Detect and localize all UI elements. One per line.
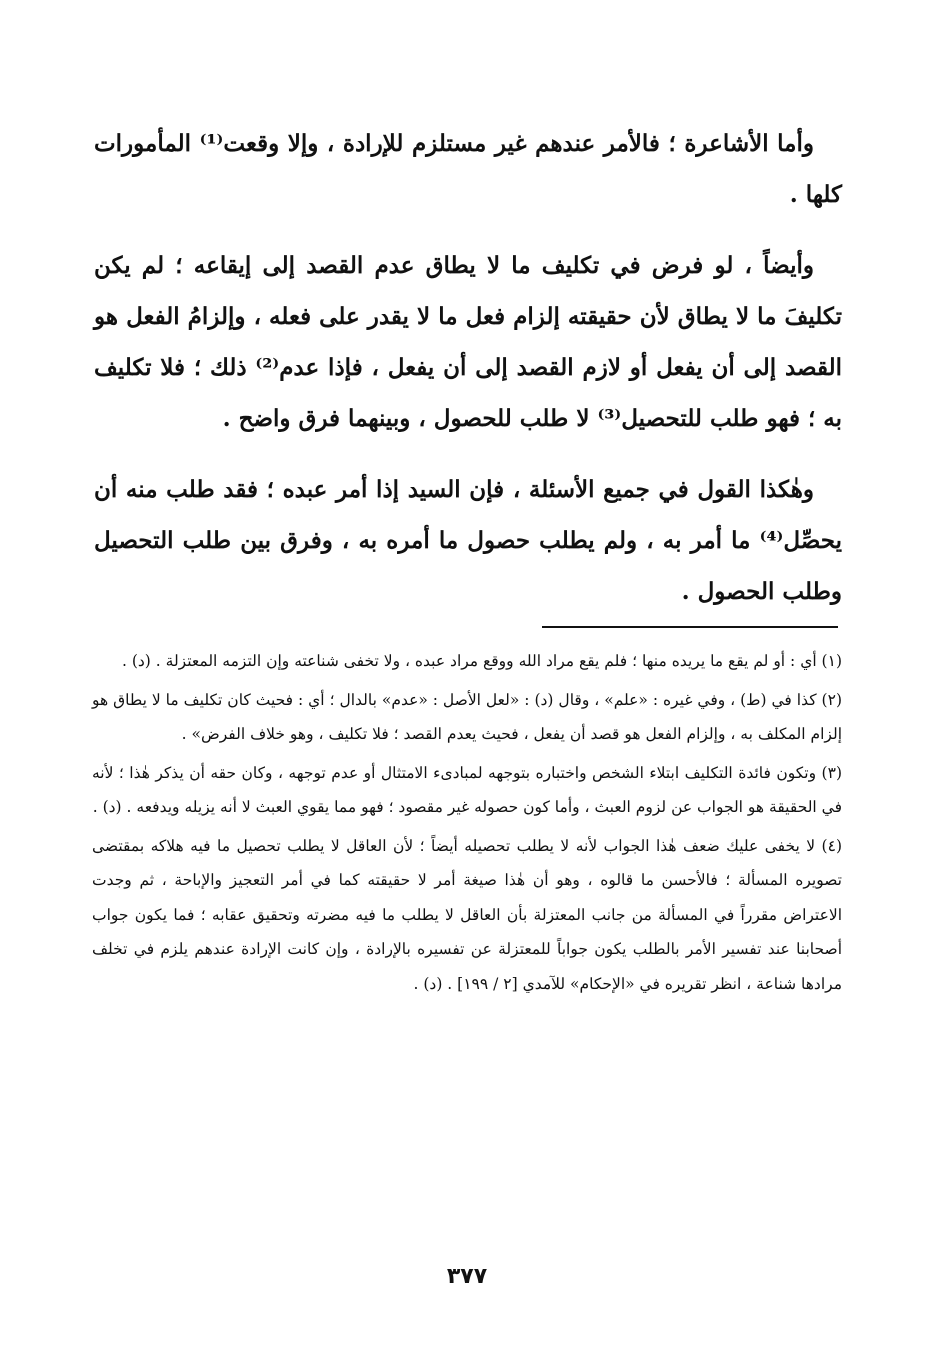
footnotes-section bbox=[92, 644, 842, 1005]
main-paragraph-text: وهٰكذا القول في جميع الأسئلة ، فإن السيد إذا أمر عبده ؛ فقد طلب منه أن يحصِّل⁽⁴⁾ ما أمر به ، ولم يطلب حصول ما أمره به ، وفرق بين طلب التحصيل وطلب الحصول . bbox=[94, 476, 842, 605]
footnote-2: (٢) كذا في (ط) ، وفي غيره : «علم» ، وقال (د) : «لعل الأصل : «عدم» بالدال ؛ أي : فحيث كان تكليف ما لا يطاق هو إلزام المكلف به ، وإلزام الفعل هو قصد أن يفعل ، فحيث يعدم القصد ؛ فلا تكليف ، وهو خلاف الفرض» . bbox=[92, 690, 842, 743]
main-paragraph-text: وأما الأشاعرة ؛ فالأمر عندهم غير مستلزم للإرادة ، وإلا وقعت⁽¹⁾ المأمورات كلها . bbox=[94, 130, 842, 208]
main-paragraph-text: وأيضاً ، لو فرض في تكليف ما لا يطاق عدم القصد إلى إيقاعه ؛ لم يكن تكليفَ ما لا يطاق لأن حقيقته إلزام فعل ما لا يقدر على فعله ، وإلزامُ الفعل هو القصد إلى أن يفعل أو لازم القصد إلى أن يفعل ، فإذا عدم⁽²⁾ ذلك ؛ فلا تكليف به ؛ فهو طلب للتحصيل⁽³⁾ لا طلب للحصول ، وبينهما فرق واضح . bbox=[94, 252, 842, 432]
footnote-divider bbox=[542, 626, 838, 628]
main-paragraph bbox=[94, 240, 842, 444]
page-number: ٣٧٧ bbox=[446, 1264, 488, 1289]
footnote-1: (١) أي : أو لم يقع ما يريده منها ؛ فلم يقع مراد الله ووقع مراد عبده ، ولا تخفى شناعته وإن التزمه المعتزلة . (د) . bbox=[122, 652, 842, 670]
main-paragraph bbox=[94, 118, 842, 220]
footnote-4: (٤) لا يخفى عليك ضعف هٰذا الجواب لأنه لا يطلب تحصيله أيضاً ؛ لأن العاقل لا يطلب تحصيل ما فيه هلاكه بمقتضى تصويره المسألة ؛ فالأحسن ما قالوه ، وهو أن هٰذا صيغة أمر لا حقيقته كما في أمر التعجيز والإباحة ، ثم وجدت الاعتراض مقرراً في المسألة من جانب المعتزلة بأن العاقل لا يطلب ما فيه مضرته وتحقيق عقابه ؛ فما يكون جواب أصحابنا عند تفسير الأمر بالطلب يكون جواباً للمعتزلة عن تفسيره بالإرادة ، وإن كانت الإرادة عندهم يلزم في تخلف مرادها شناعة ، انظر تقريره في «الإحكام» للآمدي [٢ / ١٩٩] . (د) . bbox=[92, 836, 842, 993]
main-text-body bbox=[94, 118, 842, 637]
main-paragraph bbox=[94, 464, 842, 617]
footnote-3: (٣) وتكون فائدة التكليف ابتلاء الشخص واختباره بتوجهه لمبادىء الامتثال أو عدم توجهه ، وكان حقه أن يذكر هٰذا ؛ لأنه في الحقيقة هو الجواب عن لزوم العبث ، وأما كون حصوله غير مقصود ؛ فهو مما يقوي العبث لا أنه يزيله ويدفعه . (د) . bbox=[92, 763, 842, 816]
